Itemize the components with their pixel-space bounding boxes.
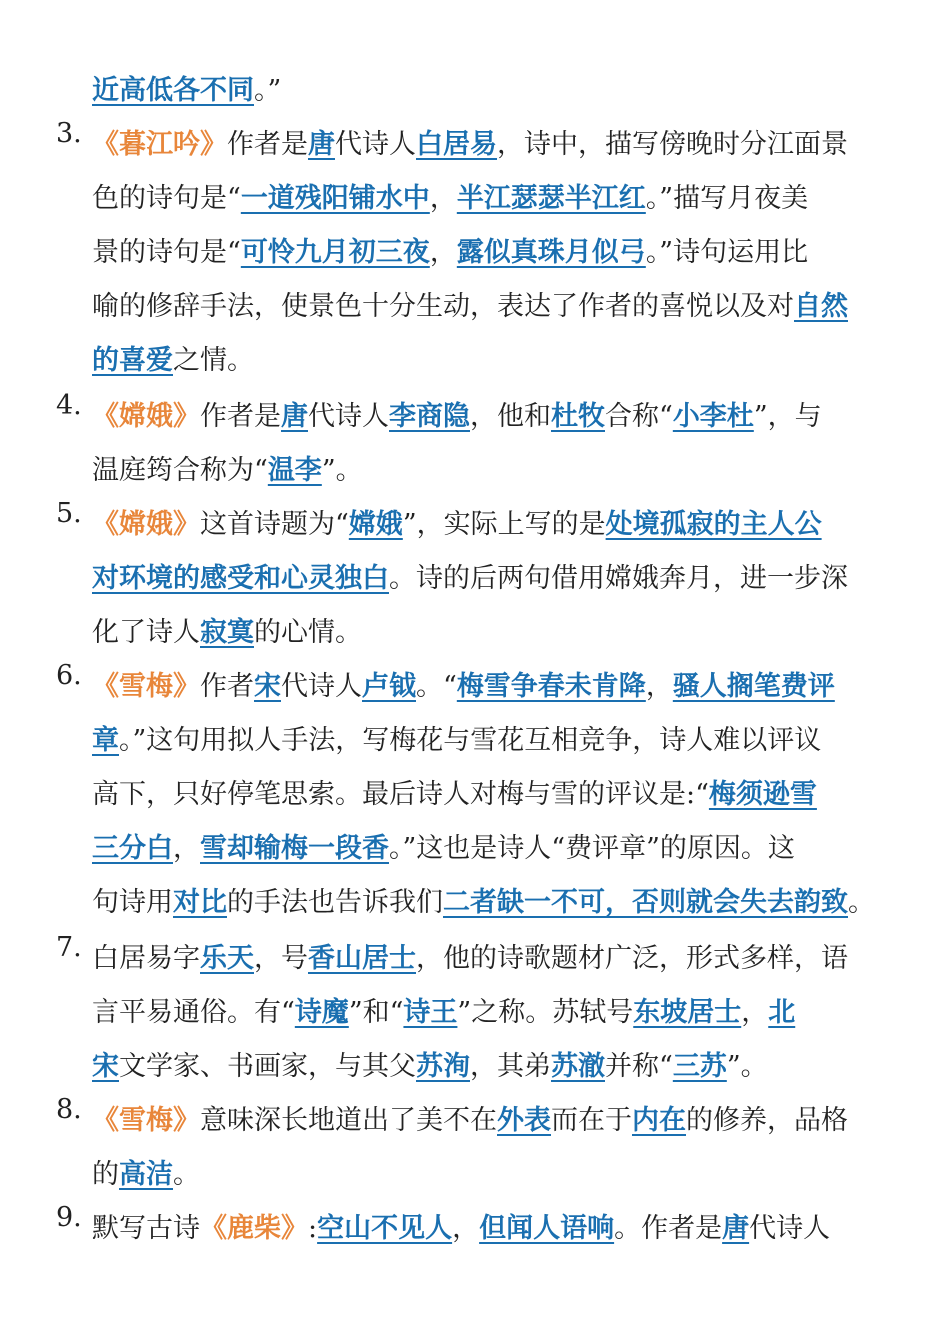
answer-text: 章	[92, 725, 119, 756]
para-8	[56, 1094, 900, 1202]
body-text: ，他和	[470, 401, 551, 432]
text-line	[56, 660, 900, 714]
answer-text: 但闻人语响	[479, 1213, 615, 1244]
body-text: 化了诗人	[92, 617, 200, 648]
body-text: ，他的诗歌题材广泛，形式多样，语	[416, 943, 848, 974]
body-text: ，	[741, 997, 769, 1028]
body-text: ，其弟	[470, 1051, 551, 1082]
para-7	[56, 932, 900, 1094]
text-line	[56, 986, 900, 1040]
text-line	[56, 390, 900, 444]
answer-text: 雪却输梅一段香	[200, 833, 389, 864]
answer-text: 对比	[173, 887, 227, 918]
para-3	[56, 118, 900, 388]
answer-text: 诗魔	[294, 997, 349, 1028]
text-line	[56, 876, 900, 930]
body-text: 这首诗题为“	[200, 509, 349, 540]
body-text: 而在于	[551, 1105, 632, 1136]
body-text: 言平易通俗。有“	[92, 997, 295, 1028]
answer-text: 乐天	[200, 943, 254, 974]
text-line	[56, 334, 900, 388]
answer-text: 半江瑟瑟半江红	[456, 183, 646, 214]
body-text: 。	[173, 1159, 200, 1190]
answer-text: 梅须逊雪	[708, 779, 817, 810]
answer-text: 卢钺	[362, 671, 416, 702]
answer-text: 梅雪争春未肯降	[456, 671, 646, 702]
body-text: ”，实际上写的是	[402, 509, 606, 540]
body-text: ”。	[726, 1051, 768, 1082]
body-text: ，号	[254, 943, 308, 974]
answer-text: 可怜九月初三夜	[240, 237, 430, 268]
body-text: ，	[429, 183, 457, 214]
body-text: 代诗人	[749, 1213, 831, 1244]
item-number: 6.	[56, 660, 82, 691]
body-text: 。“	[416, 671, 457, 702]
text-line	[56, 1202, 900, 1256]
body-text: 的	[92, 1159, 119, 1190]
item-number: 4.	[56, 390, 82, 421]
para-4	[56, 390, 900, 498]
body-text: ，	[645, 671, 673, 702]
body-text: ”。	[321, 455, 363, 486]
body-text: 合称“	[605, 401, 673, 432]
text-line	[56, 714, 900, 768]
text-line	[56, 1094, 900, 1148]
body-text: ”，与	[753, 401, 822, 432]
answer-text: 李商隐	[389, 401, 470, 432]
answer-text: 三分白	[92, 833, 173, 864]
answer-text: 杜牧	[551, 401, 605, 432]
body-text: 的修养，品格	[686, 1105, 848, 1136]
answer-text: 高洁	[119, 1159, 173, 1190]
body-text: 。”描写月夜美	[645, 183, 809, 214]
body-text: 景的诗句是“	[92, 237, 241, 268]
para-top	[56, 64, 900, 118]
body-text: 作者是	[200, 401, 281, 432]
body-text: 之情。	[173, 345, 254, 376]
body-text: 文学家、书画家，与其父	[119, 1051, 416, 1082]
body-text: 高下，只好停笔思索。最后诗人对梅与雪的评议是:“	[92, 779, 709, 810]
body-text: 并称“	[605, 1051, 673, 1082]
text-line	[56, 118, 900, 172]
body-text: 。”这也是诗人“费评章”的原因。这	[389, 833, 795, 864]
body-text: 。”这句用拟人手法，写梅花与雪花互相竞争，诗人难以评议	[119, 725, 822, 756]
body-text: ，诗中，描写傍晚时分江面景	[497, 129, 848, 160]
body-text: 喻的修辞手法，使景色十分生动，表达了作者的喜悦以及对	[92, 291, 794, 322]
answer-text: 诗王	[403, 997, 458, 1028]
body-text: 代诗人	[335, 129, 416, 160]
answer-text: 露似真珠月似弓	[456, 237, 646, 268]
body-text: 作者	[200, 671, 254, 702]
answer-text: 对环境的感受和心灵独白	[92, 563, 389, 594]
answer-text: 东坡居士	[633, 997, 742, 1028]
body-text: 白居易字	[92, 943, 200, 974]
text-line	[56, 822, 900, 876]
body-text: ，	[452, 1213, 480, 1244]
poem-title: 《嫦娥》	[92, 401, 200, 432]
body-text: 。诗的后两句借用嫦娥奔月，进一步深	[389, 563, 848, 594]
answer-text: 温李	[267, 455, 322, 486]
body-text: ”和“	[348, 997, 404, 1028]
body-text: 的心情。	[254, 617, 362, 648]
body-text: 句诗用	[92, 887, 173, 918]
text-line	[56, 606, 900, 660]
text-line	[56, 280, 900, 334]
poem-title: 《雪梅》	[92, 671, 200, 702]
answer-text: 的喜爱	[92, 345, 173, 376]
poem-title: 《暮江吟》	[92, 129, 227, 160]
body-text: 温庭筠合称为“	[92, 455, 268, 486]
answer-text: 处境孤寂的主人公	[605, 509, 822, 540]
body-text: ，	[173, 833, 200, 864]
answer-text: 自然	[794, 291, 848, 322]
answer-text: 苏澈	[551, 1051, 605, 1082]
answer-text: 宋	[92, 1051, 119, 1082]
text-line	[56, 768, 900, 822]
poem-title: 《鹿柴》	[200, 1213, 308, 1244]
body-text: ”之称。苏轼号	[457, 997, 634, 1028]
text-line	[56, 64, 900, 118]
answer-text: 小李杜	[672, 401, 754, 432]
answer-text: 三苏	[672, 1051, 727, 1082]
item-number: 3.	[56, 118, 82, 149]
text-line	[56, 1148, 900, 1202]
body-text: :	[308, 1213, 318, 1244]
body-text: 。	[848, 887, 875, 918]
answer-text: 白居易	[416, 129, 497, 160]
para-5	[56, 498, 900, 660]
para-9	[56, 1202, 900, 1256]
answer-text: 宋	[254, 671, 281, 702]
item-number: 9.	[56, 1202, 82, 1233]
text-line	[56, 498, 900, 552]
poem-title: 《嫦娥》	[92, 509, 200, 540]
item-number: 8.	[56, 1094, 82, 1125]
answer-text: 唐	[281, 401, 308, 432]
answer-text: 唐	[308, 129, 335, 160]
para-6	[56, 660, 900, 930]
answer-text: 嫦娥	[348, 509, 403, 540]
text-line	[56, 444, 900, 498]
answer-text: 苏洵	[416, 1051, 470, 1082]
answer-text: 内在	[632, 1105, 686, 1136]
text-line	[56, 226, 900, 280]
answer-text: 二者缺一不可，否则就会失去韵致	[443, 887, 848, 918]
body-text: ，	[429, 237, 457, 268]
answer-text: 北	[768, 997, 796, 1028]
body-text: 。”	[254, 75, 282, 106]
body-text: 色的诗句是“	[92, 183, 241, 214]
poem-title: 《雪梅》	[92, 1105, 200, 1136]
text-line	[56, 1040, 900, 1094]
body-text: 意味深长地道出了美不在	[200, 1105, 497, 1136]
body-text: 。作者是	[614, 1213, 723, 1244]
body-text: 代诗人	[308, 401, 389, 432]
text-line	[56, 552, 900, 606]
body-text: 的手法也告诉我们	[227, 887, 443, 918]
item-number: 7.	[56, 932, 82, 963]
answer-text: 外表	[497, 1105, 551, 1136]
answer-text: 骚人搁笔费评	[672, 671, 835, 702]
body-text: 。”诗句运用比	[645, 237, 809, 268]
body-text: 默写古诗	[92, 1213, 200, 1244]
text-line	[56, 172, 900, 226]
answer-text: 唐	[722, 1213, 750, 1244]
item-number: 5.	[56, 498, 82, 529]
text-line	[56, 932, 900, 986]
body-text: 代诗人	[281, 671, 362, 702]
body-text: 作者是	[227, 129, 308, 160]
answer-text: 寂寞	[200, 617, 254, 648]
answer-text: 香山居士	[308, 943, 416, 974]
answer-text: 近高低各不同	[92, 75, 254, 106]
answer-text: 一道残阳铺水中	[240, 183, 430, 214]
answer-text: 空山不见人	[317, 1213, 453, 1244]
